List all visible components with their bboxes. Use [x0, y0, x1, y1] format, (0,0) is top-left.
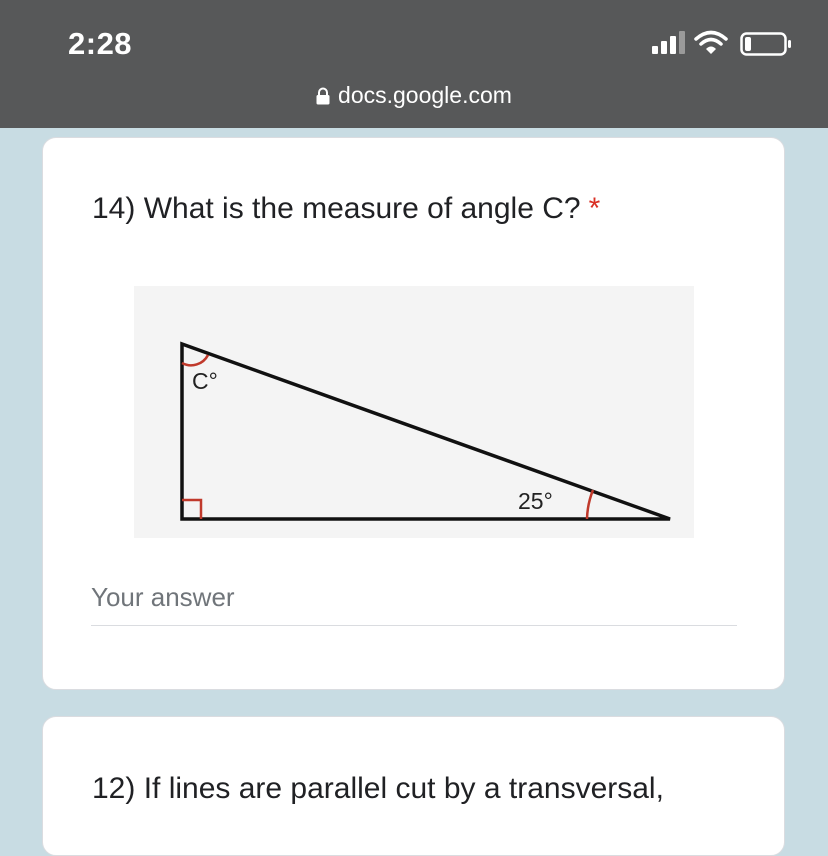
- required-mark: *: [588, 192, 601, 225]
- wifi-icon: [694, 30, 728, 56]
- lock-icon: [316, 87, 330, 105]
- browser-top-bar: [0, 0, 828, 128]
- figure-background: [134, 286, 694, 538]
- question-title: 12) If lines are parallel cut by a transversal,: [92, 772, 664, 805]
- angle-c-label: C°: [192, 368, 218, 394]
- question-card: [42, 716, 785, 856]
- address-bar[interactable]: [0, 82, 828, 109]
- status-time: 2:28: [68, 26, 133, 61]
- question-title: [92, 192, 600, 226]
- signal-icon: [652, 30, 686, 56]
- battery-icon: [740, 32, 792, 56]
- angle-25-label: 25°: [518, 488, 553, 514]
- triangle-figure: [134, 286, 694, 538]
- url-text: docs.google.com: [338, 82, 512, 108]
- answer-input[interactable]: Your answer: [91, 578, 737, 626]
- question-text: 14) What is the measure of angle C?: [92, 192, 581, 225]
- question-card: [42, 137, 785, 690]
